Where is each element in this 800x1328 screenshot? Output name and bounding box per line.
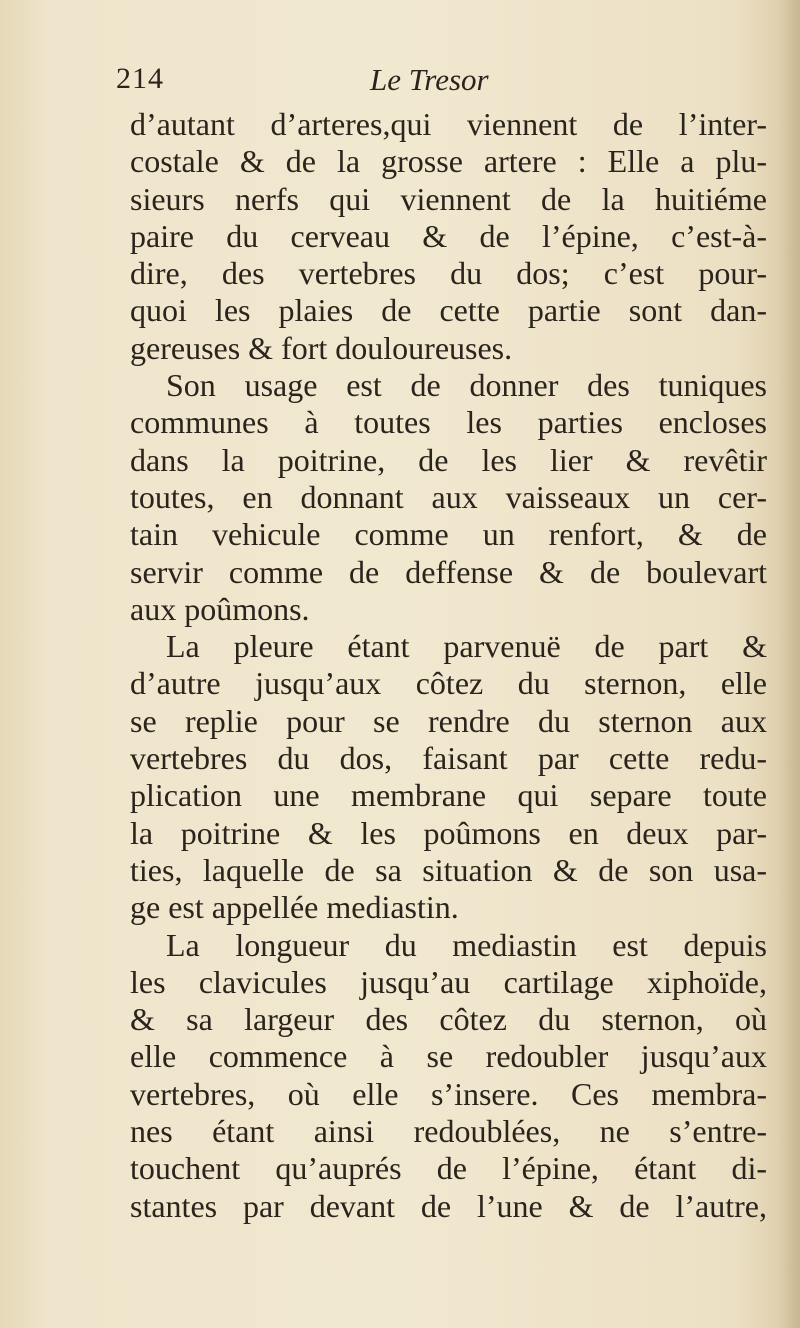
text-line: les clavicules jusqu’au cartilage xiphoïde, [130,963,767,1000]
body-text [130,106,767,1225]
text-line: se replie pour se rendre du sternon aux [130,702,767,739]
text-line: dire, des vertebres du dos; c’est pour- [130,255,767,292]
text-line: ties, laquelle de sa situation & de son usa- [130,851,767,888]
text-line: sieurs nerfs qui viennent de la huitiéme [130,180,767,217]
text-line: nes étant ainsi redoublées, ne s’entre- [130,1113,767,1150]
text-line: servir comme de deffense & de boulevart [130,553,767,590]
text-line: elle commence à se redoubler jusqu’aux [130,1038,767,1075]
paragraph-start-line: Son usage est de donner des tuniques [166,367,767,404]
page-number: 214 [116,62,164,95]
running-title: Le Tresor [370,62,489,97]
text-line: stantes par devant de l’une & de l’autre, [130,1187,767,1224]
text-line: aux poûmons. [130,590,310,627]
text-line: plication une membrane qui separe toute [130,777,767,814]
text-line: paire du cerveau & de l’épine, c’est-à- [130,217,767,254]
text-line: la poitrine & les poûmons en deux par- [130,814,767,851]
paragraph-start-line: La pleure étant parvenuë de part & [166,628,767,665]
text-line: dans la poitrine, de les lier & revêtir [130,441,767,478]
text-line: d’autant d’arteres,qui viennent de l’inter- [130,106,767,142]
text-line: d’autre jusqu’aux côtez du sternon, elle [130,665,767,702]
page-edge-shadow [778,0,800,1328]
text-line: ge est appellée mediastin. [130,889,459,926]
text-line: & sa largeur des côtez du sternon, où [130,1001,767,1038]
text-line: toutes, en donnant aux vaisseaux un cer- [130,478,767,515]
text-line: vertebres du dos, faisant par cette redu- [130,740,767,777]
text-line: quoi les plaies de cette partie sont dan- [130,292,767,329]
text-line: touchent qu’auprés de l’épine, étant di- [130,1150,767,1187]
text-line: gereuses & fort douloureuses. [130,329,513,366]
text-line: communes à toutes les parties encloses [130,404,767,441]
text-line: costale & de la grosse artere : Elle a plu- [130,143,767,180]
text-line: vertebres, où elle s’insere. Ces membra- [130,1075,767,1112]
paragraph-start-line: La longueur du mediastin est depuis [166,926,767,963]
page-header [116,62,756,106]
text-line: tain vehicule comme un renfort, & de [130,516,767,553]
